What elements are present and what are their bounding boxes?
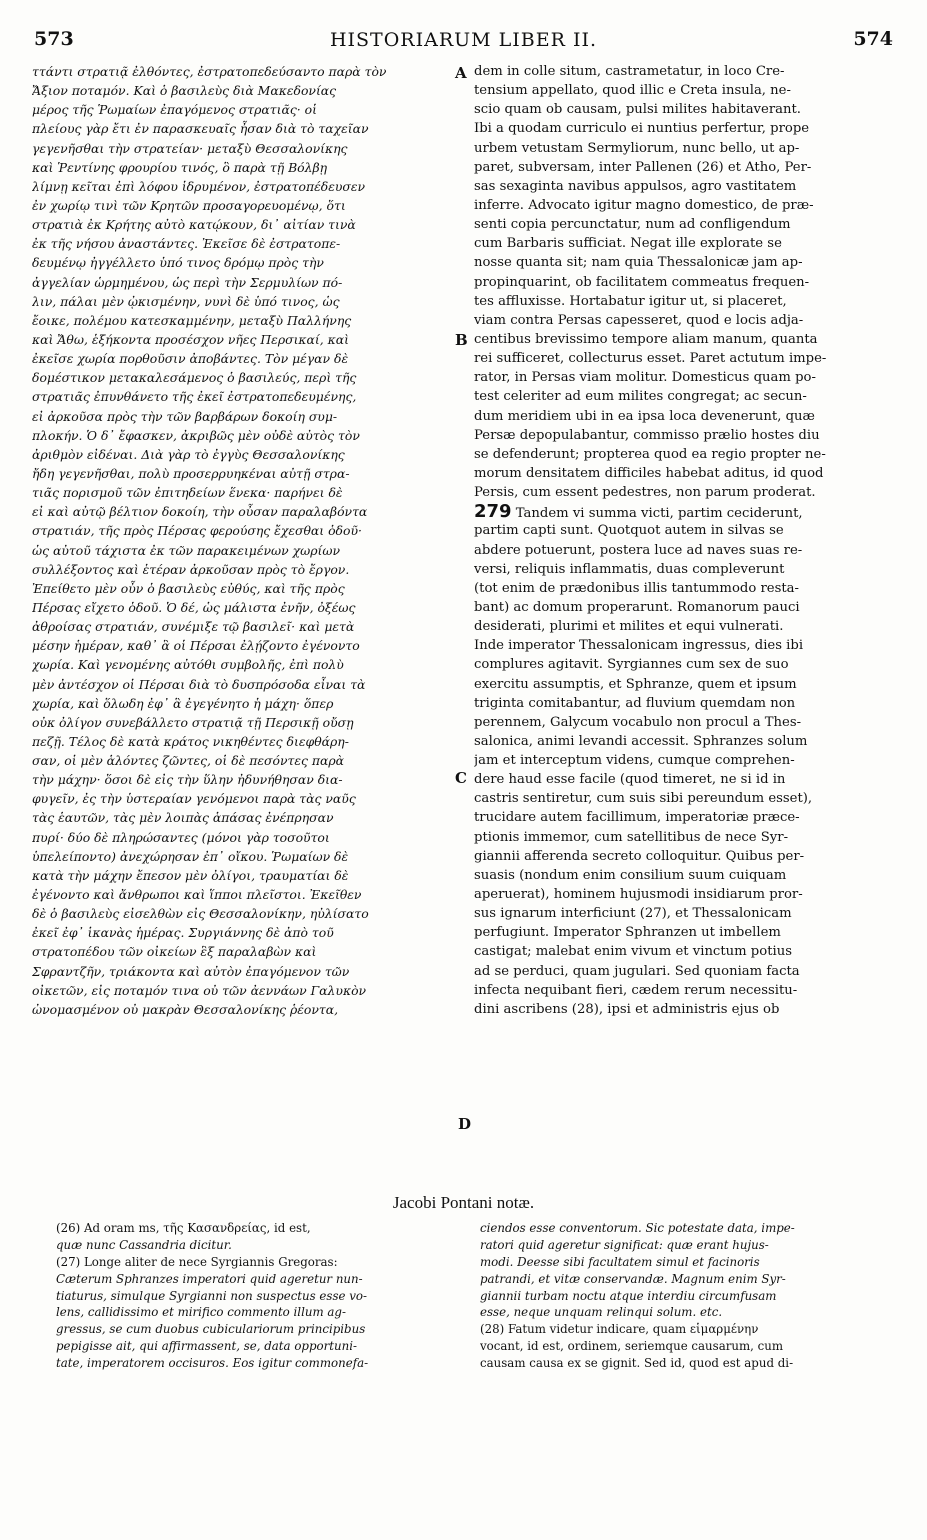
latin-text-line: desiderati, plurimi et milites et equi vulnerati. bbox=[474, 619, 784, 635]
latin-text-line: abdere potuerunt, postera luce ad naves suas re- bbox=[474, 542, 803, 558]
greek-text-line: λιν, πάλαι μὲν ᾠκισμένην, νυνὶ δὲ ὑπό τινος, ὡς bbox=[32, 293, 340, 309]
greek-text-line: ἔοικε, πολέμου κατεσκαμμένην, μεταξὺ Παλλήνης bbox=[32, 312, 352, 328]
note-line: Cæterum Sphranzes imperatori quid ageretur nun- bbox=[56, 1271, 363, 1286]
greek-text-line: οἰκετῶν, εἰς ποταμόν τινα οὐ τῶν ἀεννάων Γαλυκὸν bbox=[32, 982, 367, 998]
greek-text-line: μὲν ἀντέσχον οἱ Πέρσαι διὰ τὸ δυσπρόσοδα εἶναι τὰ bbox=[32, 676, 366, 692]
greek-text-line: ἀθροίσας στρατιάν, συνέμιξε τῷ βασιλεῖ· καὶ μετὰ bbox=[32, 619, 355, 635]
latin-text-line: (tot enim de prædonibus illis tantummodo resta- bbox=[474, 580, 799, 596]
latin-text-line: infecta nequibant fieri, cædem rerum necessitu- bbox=[474, 982, 798, 998]
page-number-right: 574 bbox=[853, 28, 893, 50]
latin-text-line: exercitu assumptis, et Sphranze, quem et ipsum bbox=[474, 676, 797, 692]
greek-text-line: λίμνῃ κεῖται ἐπὶ λόφου ἱδρυμένον, ἐστρατοπέδευσεν bbox=[32, 178, 366, 194]
greek-text-line: συλλέξοντος καὶ ἑτέραν ἀρκοῦσαν πρὸς τὸ ἔργον. bbox=[32, 561, 350, 577]
note-line: giannii turbam noctu atque interdiu circumfusam bbox=[480, 1288, 777, 1303]
latin-text-line: perennem, Galycum vocabulo non procul a Thes- bbox=[474, 714, 802, 730]
latin-text-line: viam contra Persas capesseret, quod e locis adja- bbox=[474, 312, 804, 328]
latin-text-line: urbem vetustam Sermyliorum, nunc bello, ut ap- bbox=[474, 140, 800, 156]
latin-text-line: dere haud esse facile (quod timeret, ne si id in bbox=[474, 772, 786, 788]
greek-text-line: χωρία. Καὶ γενομένης αὐτόθι συμβολῆς, ἐπὶ πολὺ bbox=[32, 657, 344, 673]
note-line: vocant, id est, ordinem, seriemque causarum, cum bbox=[480, 1339, 784, 1354]
greek-text-line: ὠνομασμένον οὐ μακρὰν Θεσσαλονίκης ῥέοντα, bbox=[32, 1001, 339, 1017]
notes-left-column bbox=[56, 1220, 458, 1372]
greek-text-line: Σφραντζῆν, τριάκοντα καὶ αὐτὸν ἐπαγόμενον τῶν bbox=[32, 963, 350, 979]
greek-text-line: ἤδη γεγενῆσθαι, πολὺ προσερρυηκέναι αὐτῇ στρα- bbox=[32, 465, 350, 481]
greek-text-line: φυγεῖν, ἐς τὴν ὑστεραίαν γενόμενοι παρὰ τὰς ναῦς bbox=[32, 791, 356, 807]
note-line: tate, imperatorem occisuros. Eos igitur commonefa- bbox=[56, 1356, 369, 1371]
greek-text-line: δομέστικον μετακαλεσάμενος ὁ βασιλεύς, περὶ τῆς bbox=[32, 370, 357, 386]
margin-letter-a: A bbox=[455, 64, 467, 82]
note-line: lens, callidissimo et mirifico commento illum ag- bbox=[56, 1305, 346, 1320]
latin-text-line: scio quam ob causam, pulsi milites habitaverant. bbox=[474, 102, 801, 118]
latin-text-line: aperuerat), hominem hujusmodi insidiarum pror- bbox=[474, 887, 803, 903]
note-line: esse, neque unquam relinqui solum. etc. bbox=[480, 1305, 723, 1320]
note-line: ciendos esse conventorum. Sic potestate data, impe- bbox=[480, 1221, 795, 1235]
latin-text-line: ad se perduci, quam jugulari. Sed quoniam facta bbox=[474, 963, 800, 979]
greek-text-line: ττάντι στρατιᾷ ἐλθόντες, ἐστρατοπεδεύσαντο παρὰ τὸν bbox=[32, 64, 387, 79]
latin-text-line: partim capti sunt. Quotquot autem in silvas se bbox=[474, 523, 784, 539]
latin-text-line: Inde imperator Thessalonicam ingressus, dies ibi bbox=[474, 638, 804, 654]
greek-text-line: πεζῇ. Τέλος δὲ κατὰ κράτος νικηθέντες διεφθάρη- bbox=[32, 733, 349, 749]
greek-text-line: καὶ Ῥεντίνης φρουρίου τινός, ὃ παρὰ τῇ Βόλβῃ bbox=[32, 159, 328, 175]
greek-text-line: ἐκεῖσε χωρία πορθοῦσιν ἀποβάντες. Τὸν μέγαν δὲ bbox=[32, 351, 349, 367]
latin-text-line: complures agitavit. Syrgiannes cum sex de suo bbox=[474, 657, 789, 673]
greek-text-line: τὰς ἑαυτῶν, τὰς μὲν λοιπὰς ἁπάσας ἐνέπρησαν bbox=[32, 810, 334, 826]
notes-heading: Jacobi Pontani notæ. bbox=[392, 1193, 535, 1212]
greek-text-line: μέσην ἡμέραν, καθ᾽ ἃ οἱ Πέρσαι ἐλῄζοντο ἐγένοντο bbox=[32, 638, 360, 654]
latin-text-line: ptionis immemor, cum satellitibus de nece Syr- bbox=[474, 829, 789, 845]
greek-text-line: ἐγένοντο καὶ ἄνθρωποι καὶ ἵπποι πλεῖστοι. Ἐκεῖθεν bbox=[32, 887, 362, 903]
greek-text-line: σαν, οἱ μὲν ἁλόντες ζῶντες, οἱ δὲ πεσόντες παρὰ bbox=[32, 753, 345, 769]
latin-text-line: castris sentiretur, cum suis sibi pereundum esset), bbox=[474, 791, 813, 807]
latin-text-line: centibus brevissimo tempore aliam manum, quanta bbox=[474, 331, 818, 347]
latin-text-line: propinquarint, ob facilitatem commeatus frequen- bbox=[474, 274, 810, 290]
greek-text-line: στρατιὰ ἐκ Κρήτης αὐτὸ κατῴκουν, δι᾽ αἰτίαν τινὰ bbox=[32, 217, 356, 233]
greek-text-line: ἐν χωρίῳ τινὶ τῶν Κρητῶν προσαγορευομένῳ, ὅτι bbox=[32, 197, 346, 213]
greek-text-line: ἀριθμὸν εἰδέναι. Διὰ γὰρ τὸ ἐγγὺς Θεσσαλονίκης bbox=[32, 446, 345, 462]
greek-text-line: ὑπελείποντο) ἀνεχώρησαν ἐπ᾽ οἴκου. Ῥωμαίων δὲ bbox=[32, 848, 349, 864]
latin-text-line: triginta comitabantur, ad fluvium quemdam non bbox=[474, 695, 796, 711]
note-line: tiaturus, simulque Syrgianni non suspectus esse vo- bbox=[56, 1288, 368, 1303]
latin-text-line: jam et interceptum videns, cumque comprehen- bbox=[474, 753, 795, 769]
latin-text-line: perfugiunt. Imperator Sphranzen ut imbellem bbox=[474, 925, 781, 941]
latin-text-line: Ibi a quodam curriculo ei nuntius perfertur, prope bbox=[474, 121, 810, 137]
greek-text-line: δευμένῳ ἠγγέλλετο ὑπό τινος δρόμῳ πρὸς τὴν bbox=[32, 255, 324, 271]
note-line: patrandi, et vitæ conservandæ. Magnum enim Syr- bbox=[480, 1271, 786, 1286]
note-line: gressus, se cum duobus cubiculariorum principibus bbox=[56, 1322, 366, 1337]
latin-text-line: morum densitatem difficiles habebat aditus, id quod bbox=[474, 465, 824, 481]
greek-text-line: εἰ ἀρκοῦσα πρὸς τὴν τῶν βαρβάρων δοκοίη συμ- bbox=[32, 408, 338, 424]
margin-letter-b: B bbox=[455, 331, 468, 349]
latin-text-line: senti copia percunctatur, num ad confligendum bbox=[474, 217, 791, 233]
latin-text-line: test celeriter ad eum milites congregat; ac secun- bbox=[474, 389, 807, 405]
latin-text-line: se defenderunt; propterea quod ea regio propter ne- bbox=[474, 446, 826, 462]
notes-right-column bbox=[480, 1220, 892, 1372]
section-number: 279 bbox=[474, 502, 512, 522]
greek-text-line: μέρος τῆς Ῥωμαίων ἐπαγόμενος στρατιᾶς· οἱ bbox=[32, 102, 318, 118]
note-line: quæ nunc Cassandria dicitur. bbox=[56, 1237, 232, 1252]
note-line: (28) Fatum videtur indicare, quam εἱμαρμένην bbox=[480, 1322, 759, 1337]
latin-text-line: inferre. Advocato igitur magno domestico, de præ- bbox=[474, 197, 814, 213]
running-header bbox=[0, 28, 927, 58]
greek-text-line: τὴν μάχην· ὅσοι δὲ εἰς τὴν ὕλην ἠδυνήθησαν δια- bbox=[32, 772, 343, 788]
latin-text-line: nosse quanta sit; nam quia Thessalonicæ jam ap- bbox=[474, 255, 803, 271]
greek-text-line: στρατοπέδου τῶν οἰκείων ἓξ παραλαβὼν καὶ bbox=[32, 944, 317, 960]
greek-text-line: οὐκ ὀλίγον συνεβάλλετο στρατιᾷ τῇ Περσικῇ οὔσῃ bbox=[32, 714, 354, 730]
greek-text-line: πυρί· δύο δὲ πληρώσαντες (μόνοι γὰρ τοσοῦτοι bbox=[32, 829, 330, 845]
latin-text-line: tensium appellato, quod illic e Creta insula, ne- bbox=[474, 83, 791, 99]
greek-text-line: Ἄξιον ποταμόν. Καὶ ὁ βασιλεὺς διὰ Μακεδονίας bbox=[32, 83, 337, 99]
greek-text-line: τιᾶς πορισμοῦ τῶν ἐπιτηδείων ἕνεκα· παρήνει δὲ bbox=[32, 485, 343, 501]
latin-text-line: suasis (nondum enim consilium suum cuiquam bbox=[474, 867, 787, 883]
latin-text-column bbox=[474, 62, 894, 1019]
greek-text-line: πλοκήν. Ὁ δ᾽ ἔφασκεν, ἀκριβῶς μὲν οὐδὲ αὐτὸς τὸν bbox=[32, 427, 360, 443]
page-number-left: 573 bbox=[34, 28, 74, 50]
latin-text-line: sas sexaginta navibus appulsos, agro vastitatem bbox=[474, 178, 797, 194]
note-line: pepigisse ait, qui affirmassent, se, data opportuni- bbox=[56, 1339, 357, 1354]
greek-text-line: Πέρσας εἴχετο ὁδοῦ. Ὁ δέ, ὡς μάλιστα ἐνῆν, ὀξέως bbox=[32, 599, 356, 615]
note-line: causam causa ex se gignit. Sed id, quod est apud di- bbox=[480, 1356, 794, 1371]
greek-text-line: γεγενῆσθαι τὴν στρατείαν· μεταξὺ Θεσσαλονίκης bbox=[32, 140, 348, 156]
note-line: ratori quid ageretur significat: quæ erant hujus- bbox=[480, 1237, 769, 1252]
latin-text-line: salonica, animi levandi accessit. Sphranzes solum bbox=[474, 733, 808, 749]
latin-text-line: rei sufficeret, collecturus esset. Paret actutum impe- bbox=[474, 351, 827, 367]
latin-text-line: Persæ depopulabantur, commisso prælio hostes diu bbox=[474, 427, 820, 443]
margin-letter-c: C bbox=[455, 769, 467, 787]
latin-text-line: cum Barbaris sufficiat. Negat ille explorate se bbox=[474, 236, 782, 252]
greek-text-line: καὶ Ἄθω, ἑξήκοντα προσέσχον νῆες Περσικαί, καὶ bbox=[32, 331, 350, 347]
greek-text-line: χωρία, καὶ ὅλωδη ἐφ᾽ ἃ ἐγεγένητο ἡ μάχη· ὅπερ bbox=[32, 695, 334, 711]
latin-text-line: dum meridiem ubi in ea ipsa loca devenerunt, quæ bbox=[474, 408, 815, 424]
latin-text-line: paret, subversam, inter Pallenen (26) et Atho, Per- bbox=[474, 159, 812, 175]
greek-text-column bbox=[32, 62, 457, 1019]
latin-text-line: 279 Tandem vi summa victi, partim ceciderunt, bbox=[474, 502, 803, 522]
running-title: HISTORIARUM LIBER II. bbox=[329, 29, 598, 51]
latin-text-line: bant) ac domum properarunt. Romanorum pauci bbox=[474, 599, 800, 615]
greek-text-line: στρατιᾶς ἐπυνθάνετο τῆς ἐκεῖ ἐστρατοπεδευμένης, bbox=[32, 389, 357, 405]
greek-text-line: δὲ ὁ βασιλεὺς εἰσελθὼν εἰς Θεσσαλονίκην, ηὐλίσατο bbox=[32, 906, 369, 922]
greek-text-line: πλείους γὰρ ἔτι ἐν παρασκευαῖς ἦσαν διὰ τὸ ταχεῖαν bbox=[32, 121, 369, 137]
latin-text-line: Persis, cum essent pedestres, non parum proderat. bbox=[474, 485, 816, 501]
greek-text-line: ὡς αὐτοῦ τάχιστα ἐκ τῶν παρακειμένων χωρίων bbox=[32, 542, 341, 558]
latin-text-line: giannii afferenda secreto colloquitur. Quibus per- bbox=[474, 848, 805, 864]
note-line: modi. Deesse sibi facultatem simul et facinoris bbox=[480, 1254, 760, 1269]
latin-text-line: trucidare autem facillimum, imperatoriæ præce- bbox=[474, 810, 800, 826]
greek-text-line: κατὰ τὴν μάχην ἔπεσον μὲν ὀλίγοι, τραυματίαι δὲ bbox=[32, 867, 349, 883]
latin-text-line: rator, in Persas viam molitur. Domesticus quam po- bbox=[474, 370, 816, 386]
latin-text-line: versi, reliquis inflammatis, duas compleverunt bbox=[474, 561, 785, 577]
note-line: (27) Longe aliter de nece Syrgiannis Gregoras: bbox=[56, 1254, 338, 1269]
greek-text-line: Ἐπείθετο μὲν οὖν ὁ βασιλεὺς εὐθύς, καὶ τῆς πρὸς bbox=[32, 580, 345, 596]
latin-text-line: tes affluxisse. Hortabatur igitur ut, si placeret, bbox=[474, 293, 787, 309]
greek-text-line: στρατιάν, τῆς πρὸς Πέρσας φερούσης ἔχεσθαι ὁδοῦ· bbox=[32, 523, 362, 539]
latin-text-line: dini ascribens (28), ipsi et administris ejus ob bbox=[474, 1001, 780, 1017]
latin-text-line: sus ignarum interficiunt (27), et Thessalonicam bbox=[474, 906, 792, 922]
greek-text-line: ἐκ τῆς νήσου ἀναστάντες. Ἐκεῖσε δὲ ἐστρατοπε- bbox=[32, 236, 341, 252]
greek-text-line: εἰ καὶ αὐτῷ βέλτιον δοκοίη, τὴν οὖσαν παραλαβόντα bbox=[32, 504, 368, 520]
greek-text-line: ἐκεῖ ἐφ᾽ ἱκανὰς ἡμέρας. Συργιάννης δὲ ἀπὸ τοῦ bbox=[32, 925, 334, 941]
note-line: (26) Ad oram ms, τῆς Κασανδρείας, id est, bbox=[56, 1221, 311, 1235]
latin-text-line: dem in colle situm, castrametatur, in loco Cre- bbox=[474, 64, 785, 79]
latin-text-line: castigat; malebat enim vivum et vinctum potius bbox=[474, 944, 792, 960]
margin-letter-d: D bbox=[458, 1115, 472, 1133]
greek-text-line: ἀγγελίαν ὡρμημένου, ὡς περὶ τὴν Σερμυλίων πό- bbox=[32, 274, 343, 290]
